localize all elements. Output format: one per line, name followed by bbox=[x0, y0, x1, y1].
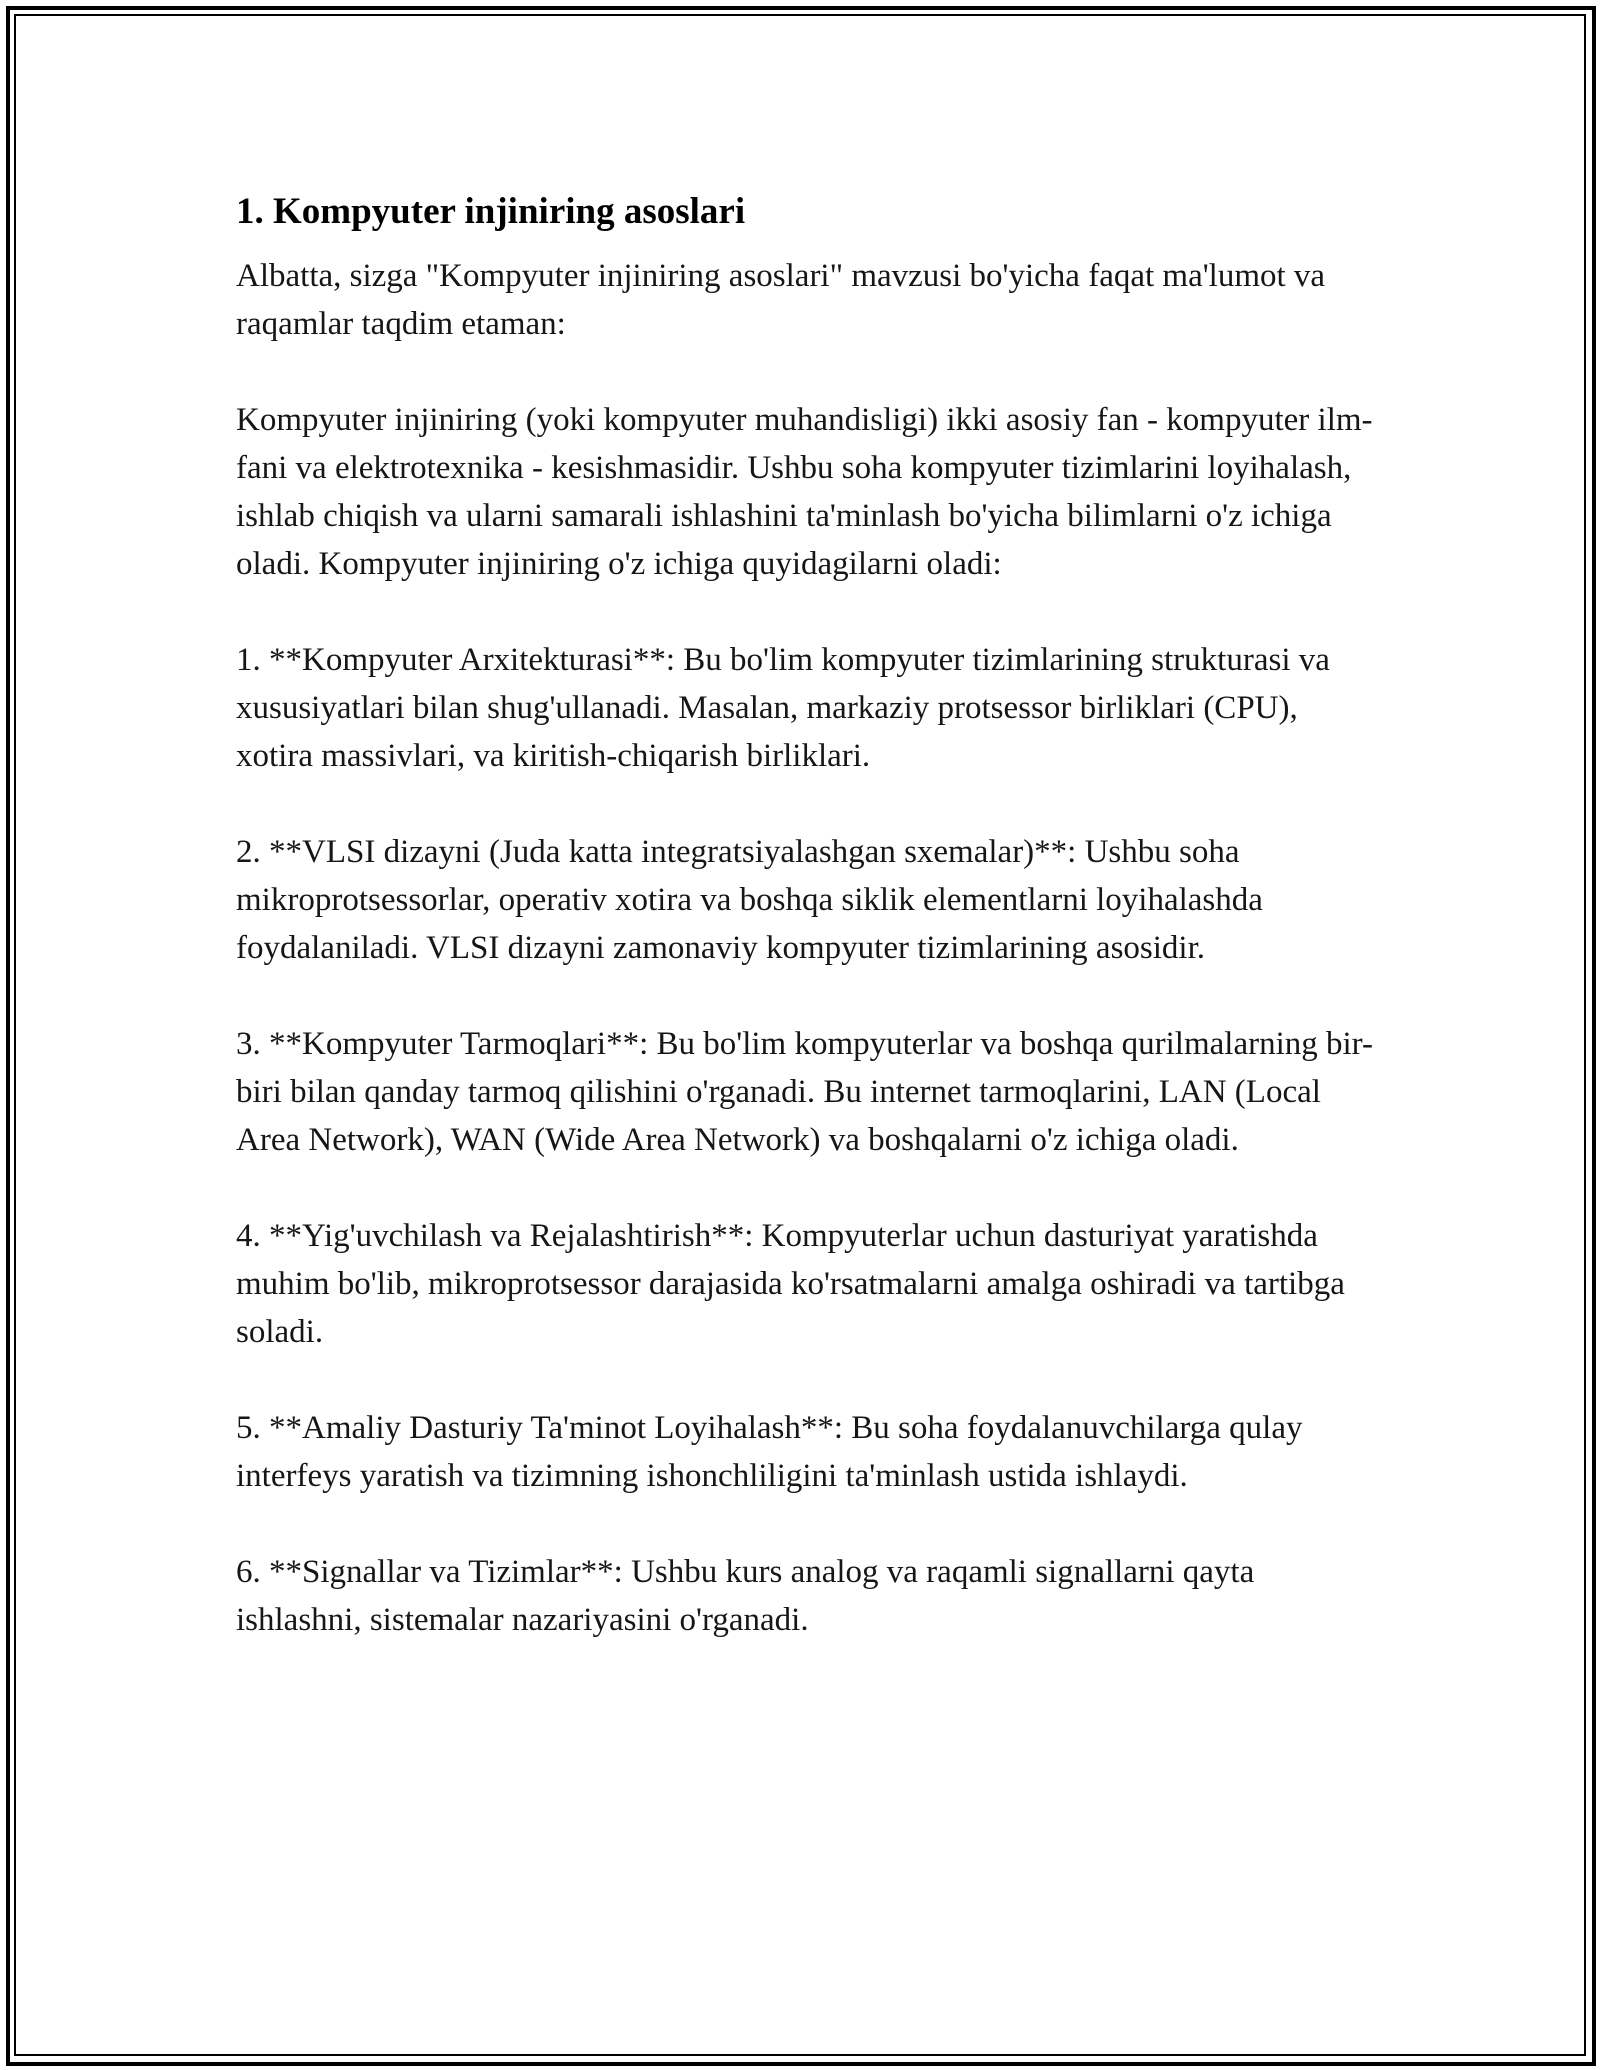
overview-paragraph: Kompyuter injiniring (yoki kompyuter muhandisligi) ikki asosiy fan - kompyuter ilm-fani va elektrotexnika - kesishmasidir. Ushbu soha kompyuter tizimlarini loyihalash, ishlab chiqish va ularni samarali ishlashini ta'minlash bo'yicha bilimlarni o'z ichiga oladi. Kompyuter injiniring o'z ichiga quyidagilarni oladi: bbox=[236, 402, 1373, 582]
list-item: 4. **Yig'uvchilash va Rejalashtirish**: Kompyuterlar uchun dasturiyat yaratishda muhim bo'lib, mikroprotsessor darajasida ko'rsatmalarni amalga oshiradi va tartibga soladi. bbox=[236, 1218, 1345, 1350]
list-item: 3. **Kompyuter Tarmoqlari**: Bu bo'lim kompyuterlar va boshqa qurilmalarning bir-biri bilan qanday tarmoq qilishini o'rganadi. Bu internet tarmoqlarini, LAN (Local Area Network), WAN (Wide Area Network) va boshqalarni o'z ichiga oladi. bbox=[236, 1026, 1373, 1158]
list-item: 5. **Amaliy Dasturiy Ta'minot Loyihalash**: Bu soha foydalanuvchilarga qulay interfeys yaratish va tizimning ishonchliligini ta'minlash ustida ishlaydi. bbox=[236, 1410, 1303, 1494]
list-item: 2. **VLSI dizayni (Juda katta integratsiyalashgan sxemalar)**: Ushbu soha mikroprotsessorlar, operativ xotira va boshqa siklik elementlarni loyihalashda foydalaniladi. VLSI dizayni zamonaviy kompyuter tizimlarining asosidir. bbox=[236, 834, 1263, 966]
list-item: 1. **Kompyuter Arxitekturasi**: Bu bo'lim kompyuter tizimlarining strukturasi va xususiyatlari bilan shug'ullanadi. Masalan, markaziy protsessor birliklari (CPU), xotira massivlari, va kiritish-chiqarish birliklari. bbox=[236, 642, 1330, 774]
document-title: 1. Kompyuter injiniring asoslari bbox=[236, 191, 746, 232]
intro-paragraph: Albatta, sizga "Kompyuter injiniring asoslari" mavzusi bo'yicha faqat ma'lumot va raqamlar taqdim etaman: bbox=[236, 258, 1326, 342]
list-item: 6. **Signallar va Tizimlar**: Ushbu kurs analog va raqamli signallarni qayta ishlashni, sistemalar nazariyasini o'rganadi. bbox=[236, 1554, 1255, 1638]
document-body bbox=[236, 186, 1376, 1692]
